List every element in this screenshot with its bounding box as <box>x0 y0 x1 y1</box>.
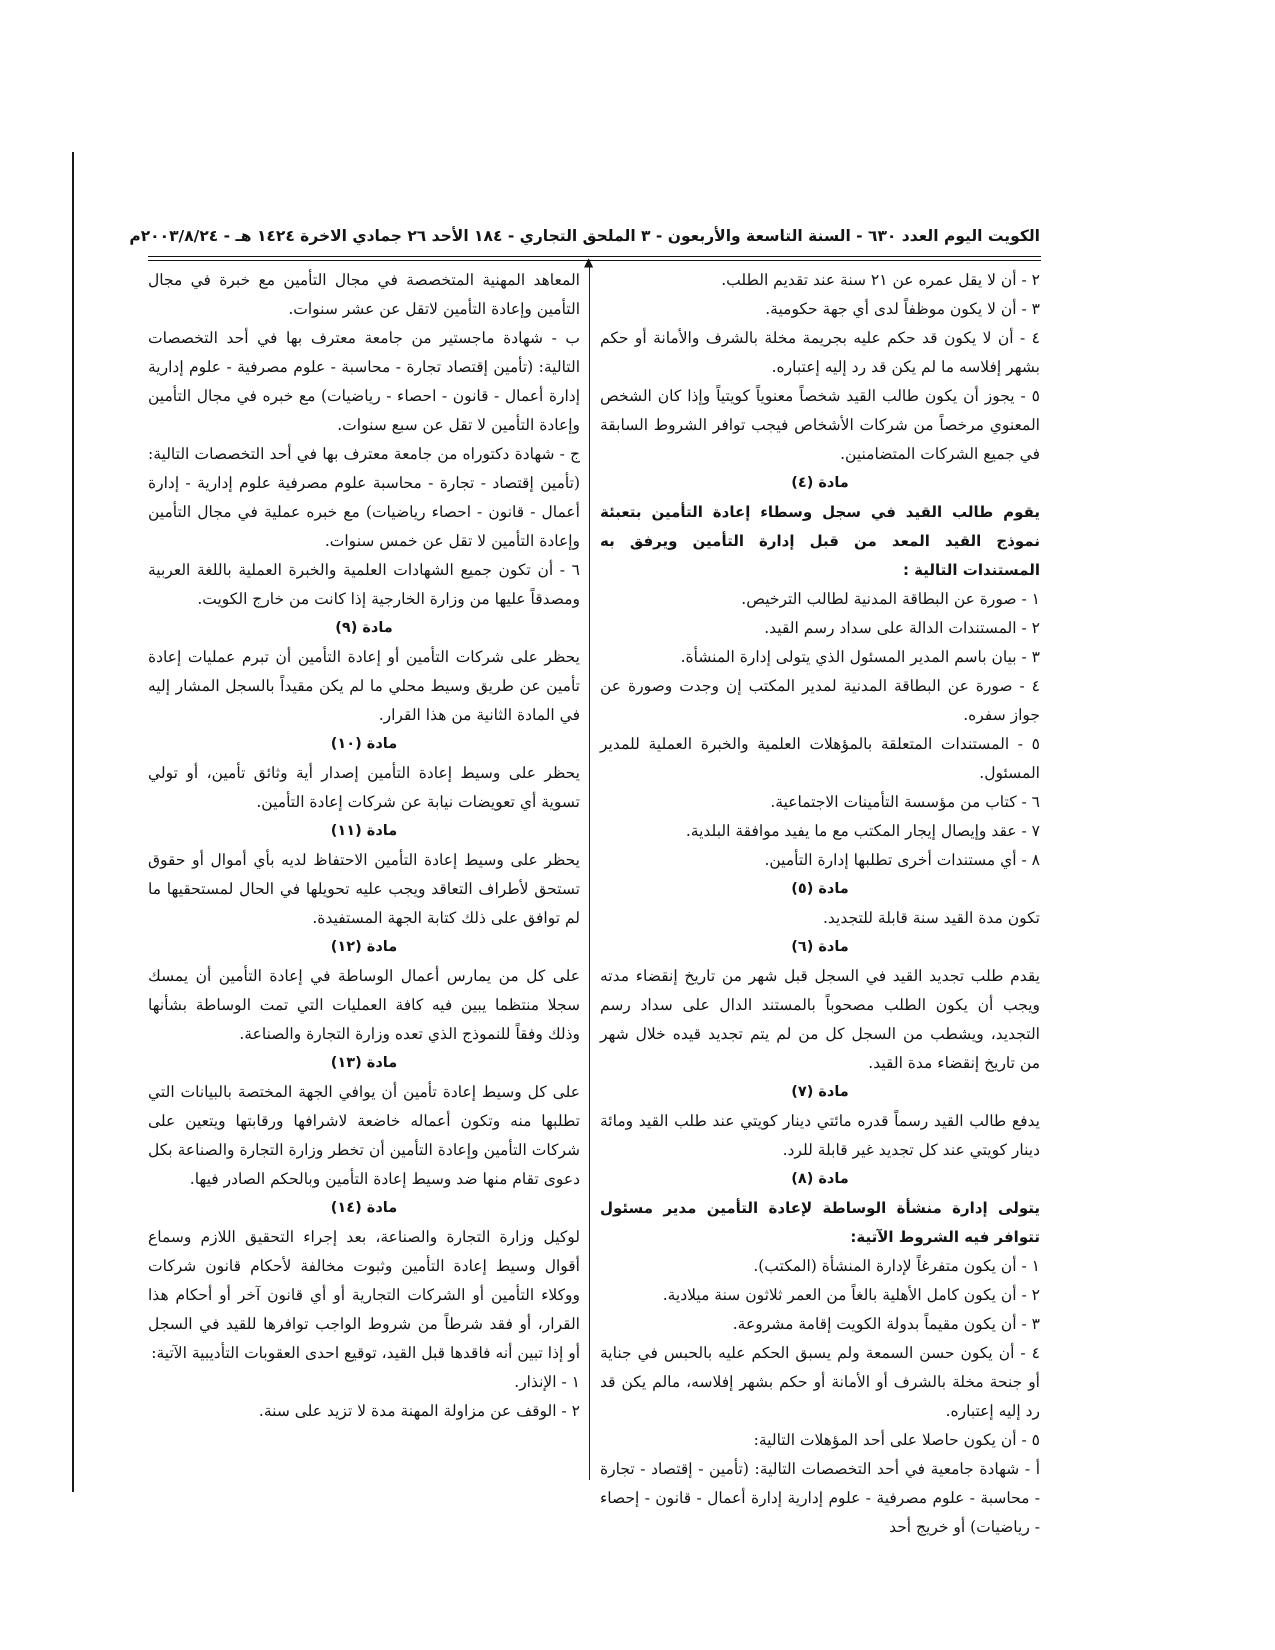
paragraph: ١ - أن يكون متفرغاً لإدارة المنشأة (المكتب). <box>753 1257 1040 1275</box>
paragraph: ١ - الإنذار. <box>514 1373 580 1391</box>
article-heading: مادة (٦) <box>791 939 849 955</box>
article-heading: مادة (١٠) <box>330 736 398 752</box>
article-heading: مادة (١٤) <box>330 1200 398 1216</box>
paragraph: ٨ - أي مستندات أخرى تطلبها إدارة التأمين. <box>764 851 1040 869</box>
paragraph: يحظر على وسيط إعادة التأمين الاحتفاظ لديه بأي أموال أو حقوق تستحق لأطراف التعاقد ويجب عليه تحويلها في الحال لمستحقيها ما لم توافق على ذلك كتابة الجهة المستفيدة. <box>148 851 580 927</box>
paragraph: ٣ - أن لا يكون موظفاً لدى أي جهة حكومية. <box>765 300 1040 318</box>
paragraph: ٤ - أن لا يكون قد حكم عليه بجريمة مخلة بالشرف والأمانة أو حكم بشهر إفلاسه ما لم يكن قد رد إليه إعتباره. <box>600 329 1040 376</box>
paragraph: يدفع طالب القيد رسماً قدره مائتي دينار كويتي عند طلب القيد ومائة دينار كويتي عند كل تجديد غير قابلة للرد. <box>600 1112 1040 1159</box>
header-rule <box>148 256 1041 261</box>
paragraph: يحظر على شركات التأمين أو إعادة التأمين أن تبرم عمليات إعادة تأمين عن طريق وسيط محلي ما لم يكن مقيداً بالسجل المشار إليه في المادة الثانية من هذا القرار. <box>148 648 580 724</box>
paragraph: تكون مدة القيد سنة قابلة للتجديد. <box>822 909 1040 927</box>
scan-margin-line <box>72 152 74 1492</box>
paragraph: ٣ - بيان باسم المدير المسئول الذي يتولى إدارة المنشأة. <box>680 648 1040 666</box>
article-lead: يقوم طالب القيد في سجل وسطاء إعادة التأمين بتعبئة نموذج القيد المعد من قبل إدارة التأمين ويرفق به المستندات التالية : <box>600 503 1040 579</box>
paragraph: ٥ - يجوز أن يكون طالب القيد شخصاً معنوياً كويتياً وإذا كان الشخص المعنوي مرخصاً من شركات الأشخاص فيجب توافر الشروط السابقة في جميع الشركات المتضامنين. <box>600 387 1040 463</box>
paragraph: ٧ - عقد وإيصال إيجار المكتب مع ما يفيد موافقة البلدية. <box>685 822 1040 840</box>
paragraph: أ - شهادة جامعية في أحد التخصصات التالية: (تأمين - إقتصاد - تجارة - محاسبة - علوم مصرفية - علوم إدارية إدارة أعمال - قانون - إحصاء - رياضيات) أو خريج أحد <box>600 1460 1040 1536</box>
article-heading: مادة (١٢) <box>330 939 398 955</box>
article-heading: مادة (١١) <box>330 823 398 839</box>
article-lead: يتولى إدارة منشأة الوساطة لإعادة التأمين مدير مسئول تتوافر فيه الشروط الآتية: <box>600 1199 1040 1246</box>
paragraph: يقدم طلب تجديد القيد في السجل قبل شهر من تاريخ إنقضاء مدته ويجب أن يكون الطلب مصحوباً بالمستند الدال على سداد رسم التجديد، ويشطب من السجل كل من لم يتم تجديد قيده خلال شهر من تاريخ إنقضاء مدة القيد. <box>600 967 1040 1072</box>
paragraph: ٤ - أن يكون حسن السمعة ولم يسبق الحكم عليه بالحبس في جناية أو جنحة مخلة بالشرف أو الأمانة أو حكم بشهر إفلاسه، مالم يكن قد رد إليه إعتباره. <box>600 1344 1040 1420</box>
column-divider-arrow-icon: ▲ <box>584 255 594 269</box>
paragraph: ١ - صورة عن البطاقة المدنية لطالب الترخيص. <box>741 590 1040 608</box>
paragraph: ٣ - أن يكون مقيماً بدولة الكويت إقامة مشروعة. <box>732 1315 1040 1333</box>
article-heading: مادة (٥) <box>791 881 849 897</box>
paragraph: ٥ - أن يكون حاصلا على أحد المؤهلات التالية: <box>753 1431 1040 1449</box>
column-divider <box>589 262 590 1480</box>
paragraph: ٦ - كتاب من مؤسسة التأمينات الاجتماعية. <box>770 793 1040 811</box>
paragraph: ٤ - صورة عن البطاقة المدنية لمدير المكتب إن وجدت وصورة عن جواز سفره. <box>600 677 1040 724</box>
paragraph: ٢ - الوقف عن مزاولة المهنة مدة لا تزيد على سنة. <box>258 1402 580 1420</box>
article-heading: مادة (١٣) <box>330 1055 398 1071</box>
paragraph: ٦ - أن تكون جميع الشهادات العلمية والخبرة العملية باللغة العربية ومصدقاً عليها من وزارة الخارجية إذا كانت من خارج الكويت. <box>148 561 580 608</box>
paragraph: لوكيل وزارة التجارة والصناعة، بعد إجراء التحقيق اللازم وسماع أقوال وسيط إعادة التأمين وثبوت مخالفة لأحكام قانون شركات ووكلاء التأمين أو الشركات التجارية أو أي قانون آخر أو أحكام هذا القرار، أو فقد شرطاً من شروط الواجب توافرها للقيد في السجل أو إذا تبين أنه فاقدها قبل القيد، توقيع احدى العقوبات التأديبية الآتية: <box>148 1228 580 1362</box>
paragraph: يحظر على وسيط إعادة التأمين إصدار أية وثائق تأمين، أو تولي تسوية أي تعويضات نيابة عن شركات إعادة التأمين. <box>148 764 580 811</box>
left-column <box>148 266 580 1426</box>
article-heading: مادة (٤) <box>791 475 849 491</box>
paragraph: على كل وسيط إعادة تأمين أن يوافي الجهة المختصة بالبيانات التي تطلبها منه وتكون أعماله خاضعة لاشرافها ورقابتها ويتعين على شركات التأمين وإعادة التأمين أن تخطر وزارة التجارة والصناعة بكل دعوى تقام منها ضد وسيط إعادة التأمين وبالحكم الصادر فيها. <box>148 1083 580 1188</box>
article-heading: مادة (٩) <box>335 620 393 636</box>
paragraph: ٢ - أن يكون كامل الأهلية بالغاً من العمر ثلاثون سنة ميلادية. <box>662 1286 1040 1304</box>
article-heading: مادة (٨) <box>791 1171 849 1187</box>
right-column <box>600 266 1040 1542</box>
article-heading: مادة (٧) <box>791 1084 849 1100</box>
paragraph: على كل من يمارس أعمال الوساطة في إعادة التأمين أن يمسك سجلا منتظما يبين فيه كافة العمليات التي تمت الوساطة بشأنها وذلك وفقاً للنموذج الذي تعده وزارة التجارة والصناعة. <box>148 967 580 1043</box>
paragraph: ٢ - أن لا يقل عمره عن ٢١ سنة عند تقديم الطلب. <box>721 271 1040 289</box>
paragraph: ٢ - المستندات الدالة على سداد رسم القيد. <box>764 619 1040 637</box>
gazette-header: الكويت اليوم العدد ٦٣٠ - السنة التاسعة والأربعون - ٣ الملحق التجاري - ١٨٤ الأحد ٢٦ جمادي الاخرة ١٤٢٤ هـ - ٢٠٠٣/٨/٢٤م <box>129 227 1040 245</box>
paragraph: المعاهد المهنية المتخصصة في مجال التأمين مع خبرة في مجال التأمين وإعادة التأمين لاتقل عن عشر سنوات. <box>148 271 580 318</box>
paragraph: ب - شهادة ماجستير من جامعة معترف بها في أحد التخصصات التالية: (تأمين إقتصاد تجارة - محاسبة - علوم مصرفية - علوم إدارية إدارة أعمال - قانون - احصاء - رياضيات) مع خبره في مجال التأمين وإعادة التأمين لا تقل عن سبع سنوات. <box>148 329 580 434</box>
paragraph: ٥ - المستندات المتعلقة بالمؤهلات العلمية والخبرة العملية للمدير المسئول. <box>600 735 1040 782</box>
paragraph: ج - شهادة دكتوراه من جامعة معترف بها في أحد التخصصات التالية: (تأمين إقتصاد - تجارة - محاسبة علوم مصرفية علوم إدارية - إدارة أعمال - قانون - احصاء رياضيات) مع خبره عملية في مجال التأمين وإعادة التأمين لا تقل عن خمس سنوات. <box>148 445 580 550</box>
